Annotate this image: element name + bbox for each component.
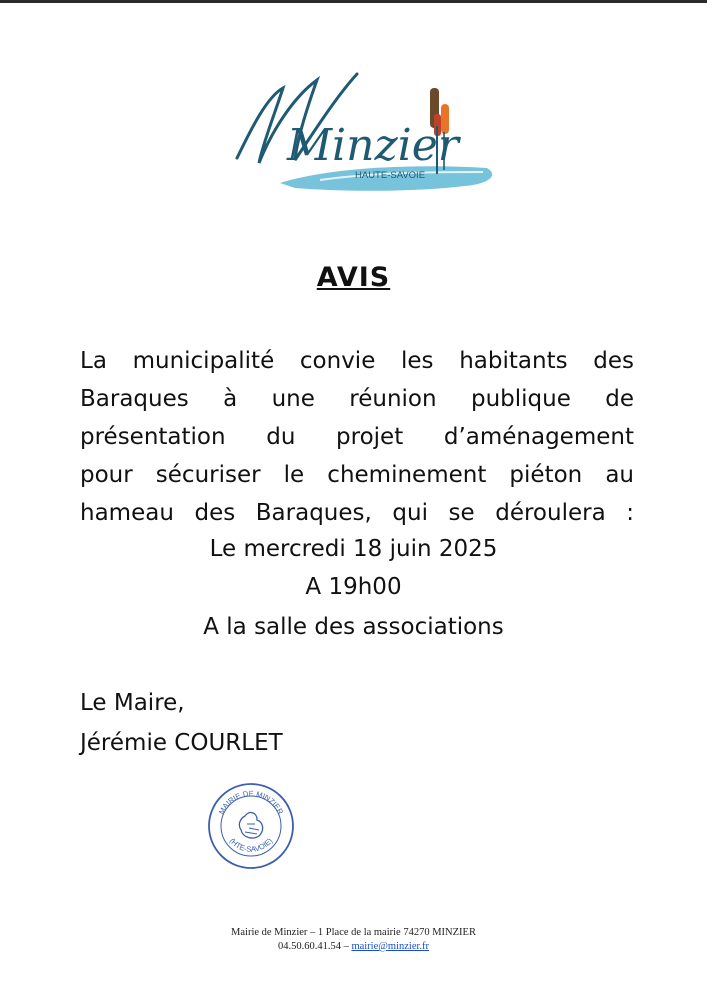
footer-contact	[0, 940, 707, 954]
paragraph-line: présentation du projet d’aménagement	[80, 424, 634, 450]
notice-title: AVIS	[316, 262, 391, 293]
footer	[0, 926, 707, 954]
scan-edge	[0, 0, 707, 3]
logo-subtitle: HAUTE-SAVOIE	[355, 170, 426, 181]
signature-name: Jérémie COURLET	[80, 730, 283, 756]
logo-script-text: Minzier	[287, 120, 459, 171]
paragraph-line: Baraques à une réunion publique de	[80, 386, 634, 412]
footer-address: Mairie de Minzier – 1 Place de la mairie 74270 MINZIER	[231, 927, 476, 938]
footer-email-link[interactable]: mairie@minzier.fr	[351, 941, 430, 952]
notice-paragraph	[80, 342, 634, 532]
footer-phone: 04.50.60.41.54 –	[277, 941, 349, 952]
stamp-top-text: MAIRIE DE MINZIER	[216, 788, 286, 816]
meeting-place: A la salle des associations	[203, 614, 504, 640]
meeting-time: A 19h00	[305, 574, 402, 600]
stamp-emblem	[239, 813, 262, 838]
minzier-logo	[225, 68, 500, 200]
mairie-stamp	[205, 780, 297, 872]
signature-role: Le Maire,	[80, 690, 185, 716]
paragraph-line: pour sécuriser le cheminement piéton au	[80, 462, 634, 488]
paragraph-line: La municipalité convie les habitants des	[80, 348, 634, 374]
paragraph-line: hameau des Baraques, qui se déroulera :	[80, 500, 634, 526]
stamp-bottom-text: (HTE-SAVOIE)	[227, 836, 275, 854]
meeting-date: Le mercredi 18 juin 2025	[209, 536, 498, 562]
